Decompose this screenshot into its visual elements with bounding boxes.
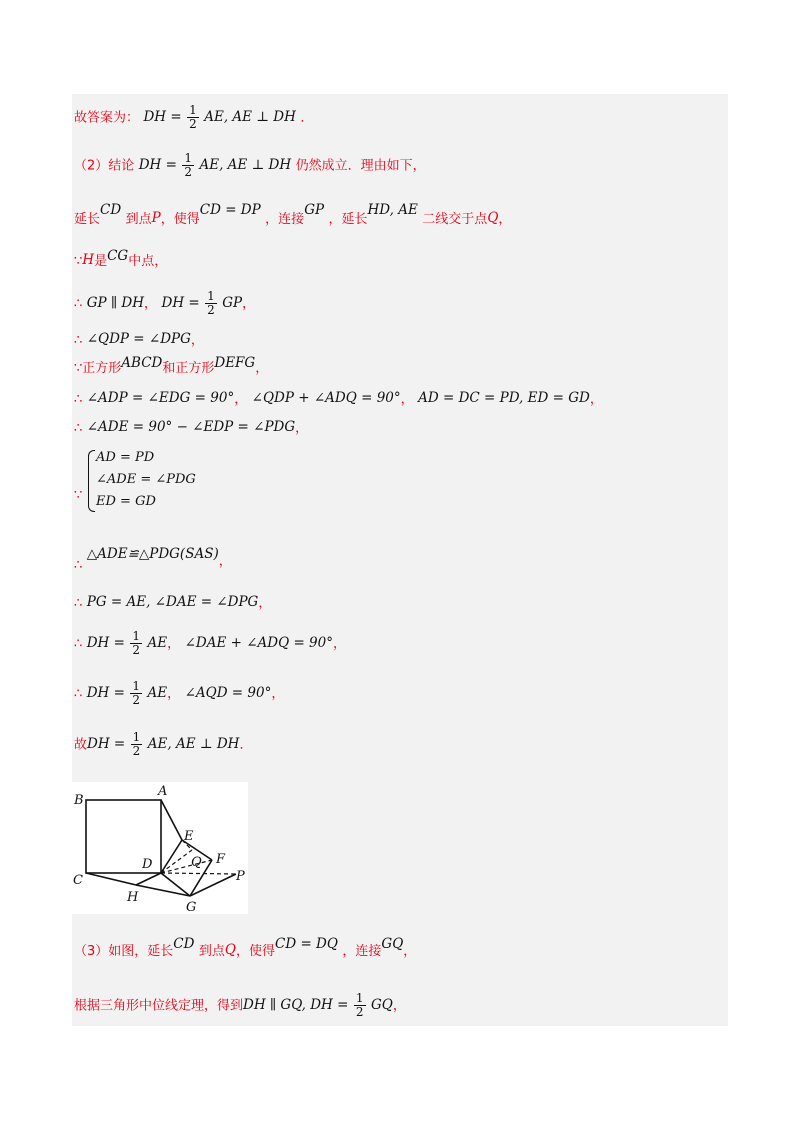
left-brace [88, 450, 95, 512]
step-line: ∴ PG = AE, ∠DAE = ∠DPG， [74, 594, 272, 611]
midpoint-line: ∵H是CG中点， [74, 248, 168, 269]
label-b: B [74, 793, 84, 808]
fraction-half: $\frac{1}{2}$ [189, 103, 197, 131]
geometry-figure [72, 782, 248, 914]
congruence-line: ∴ △ADE≌△PDG(SAS)， [74, 546, 232, 573]
midline-line: 根据三角形中位线定理，得到DH ∥ GQ, DH = $\frac{1}{2}$ GQ， [74, 991, 406, 1019]
fraction-half: $\frac{1}{2}$ [207, 289, 215, 317]
label-q: Q [191, 855, 202, 870]
label-f: F [216, 852, 226, 867]
answer-line-1: 故答案为： DH = $\frac{1}{2}$ AE, AE ⊥ DH ． [74, 103, 314, 131]
step-line: ∵正方形ABCD和正方形DEFG， [74, 355, 269, 376]
label-h: H [127, 890, 139, 905]
fraction-half: $\frac{1}{2}$ [132, 679, 141, 707]
segment-ch [86, 873, 136, 885]
formula: DH = [143, 108, 182, 125]
step-line: ∴ ∠QDP = ∠DPG， [74, 331, 204, 348]
label-e: E [184, 829, 194, 844]
label-p: P [236, 869, 245, 884]
part3-line: （3）如图，延长CD 到点Q，使得CD = DQ ，连接GQ， [74, 936, 417, 959]
fraction-half: $\frac{1}{2}$ [132, 629, 141, 657]
fraction-half: $\frac{1}{2}$ [132, 730, 141, 758]
segment-ae [161, 800, 182, 840]
conclusion-line: （2）结论 DH = $\frac{1}{2}$ AE, AE ⊥ DH 仍然成立．理由如下， [74, 151, 426, 179]
step-line: ∴ DH = $\frac{1}{2}$ AE， ∠DAE + ∠ADQ = 90°， [74, 629, 346, 657]
formula: AE, AE ⊥ DH [204, 108, 296, 125]
label-d: D [142, 857, 153, 872]
step-line: ∴ ∠ADE = 90° − ∠EDP = ∠PDG， [74, 419, 309, 436]
label-a: A [158, 784, 168, 799]
step-line: ∴ DH = $\frac{1}{2}$ AE， ∠AQD = 90°， [74, 679, 285, 707]
label-g: G [186, 900, 197, 914]
step-line: ∴ ∠ADP = ∠EDG = 90°， ∠QDP + ∠ADQ = 90°， AD = DC = PD, ED = GD， [74, 390, 603, 407]
label-c: C [73, 873, 83, 888]
step-line: ∴ GP ∥ DH， DH = $\frac{1}{2}$ GP， [74, 289, 256, 317]
segment-de [161, 840, 182, 873]
fraction-half: $\frac{1}{2}$ [184, 151, 193, 179]
segment-hd [136, 873, 161, 885]
answer-prefix: 故答案为： [74, 110, 140, 126]
geometry-diagram [72, 782, 248, 914]
fraction-half: $\frac{1}{2}$ [355, 991, 364, 1019]
construction-line: 延长CD 到点P，使得CD = DP ，连接GP ，延长HD, AE 二线交于点Q， [74, 202, 512, 227]
step-line: 故DH = $\frac{1}{2}$ AE, AE ⊥ DH． [74, 730, 253, 758]
dashed-dp [161, 873, 236, 874]
